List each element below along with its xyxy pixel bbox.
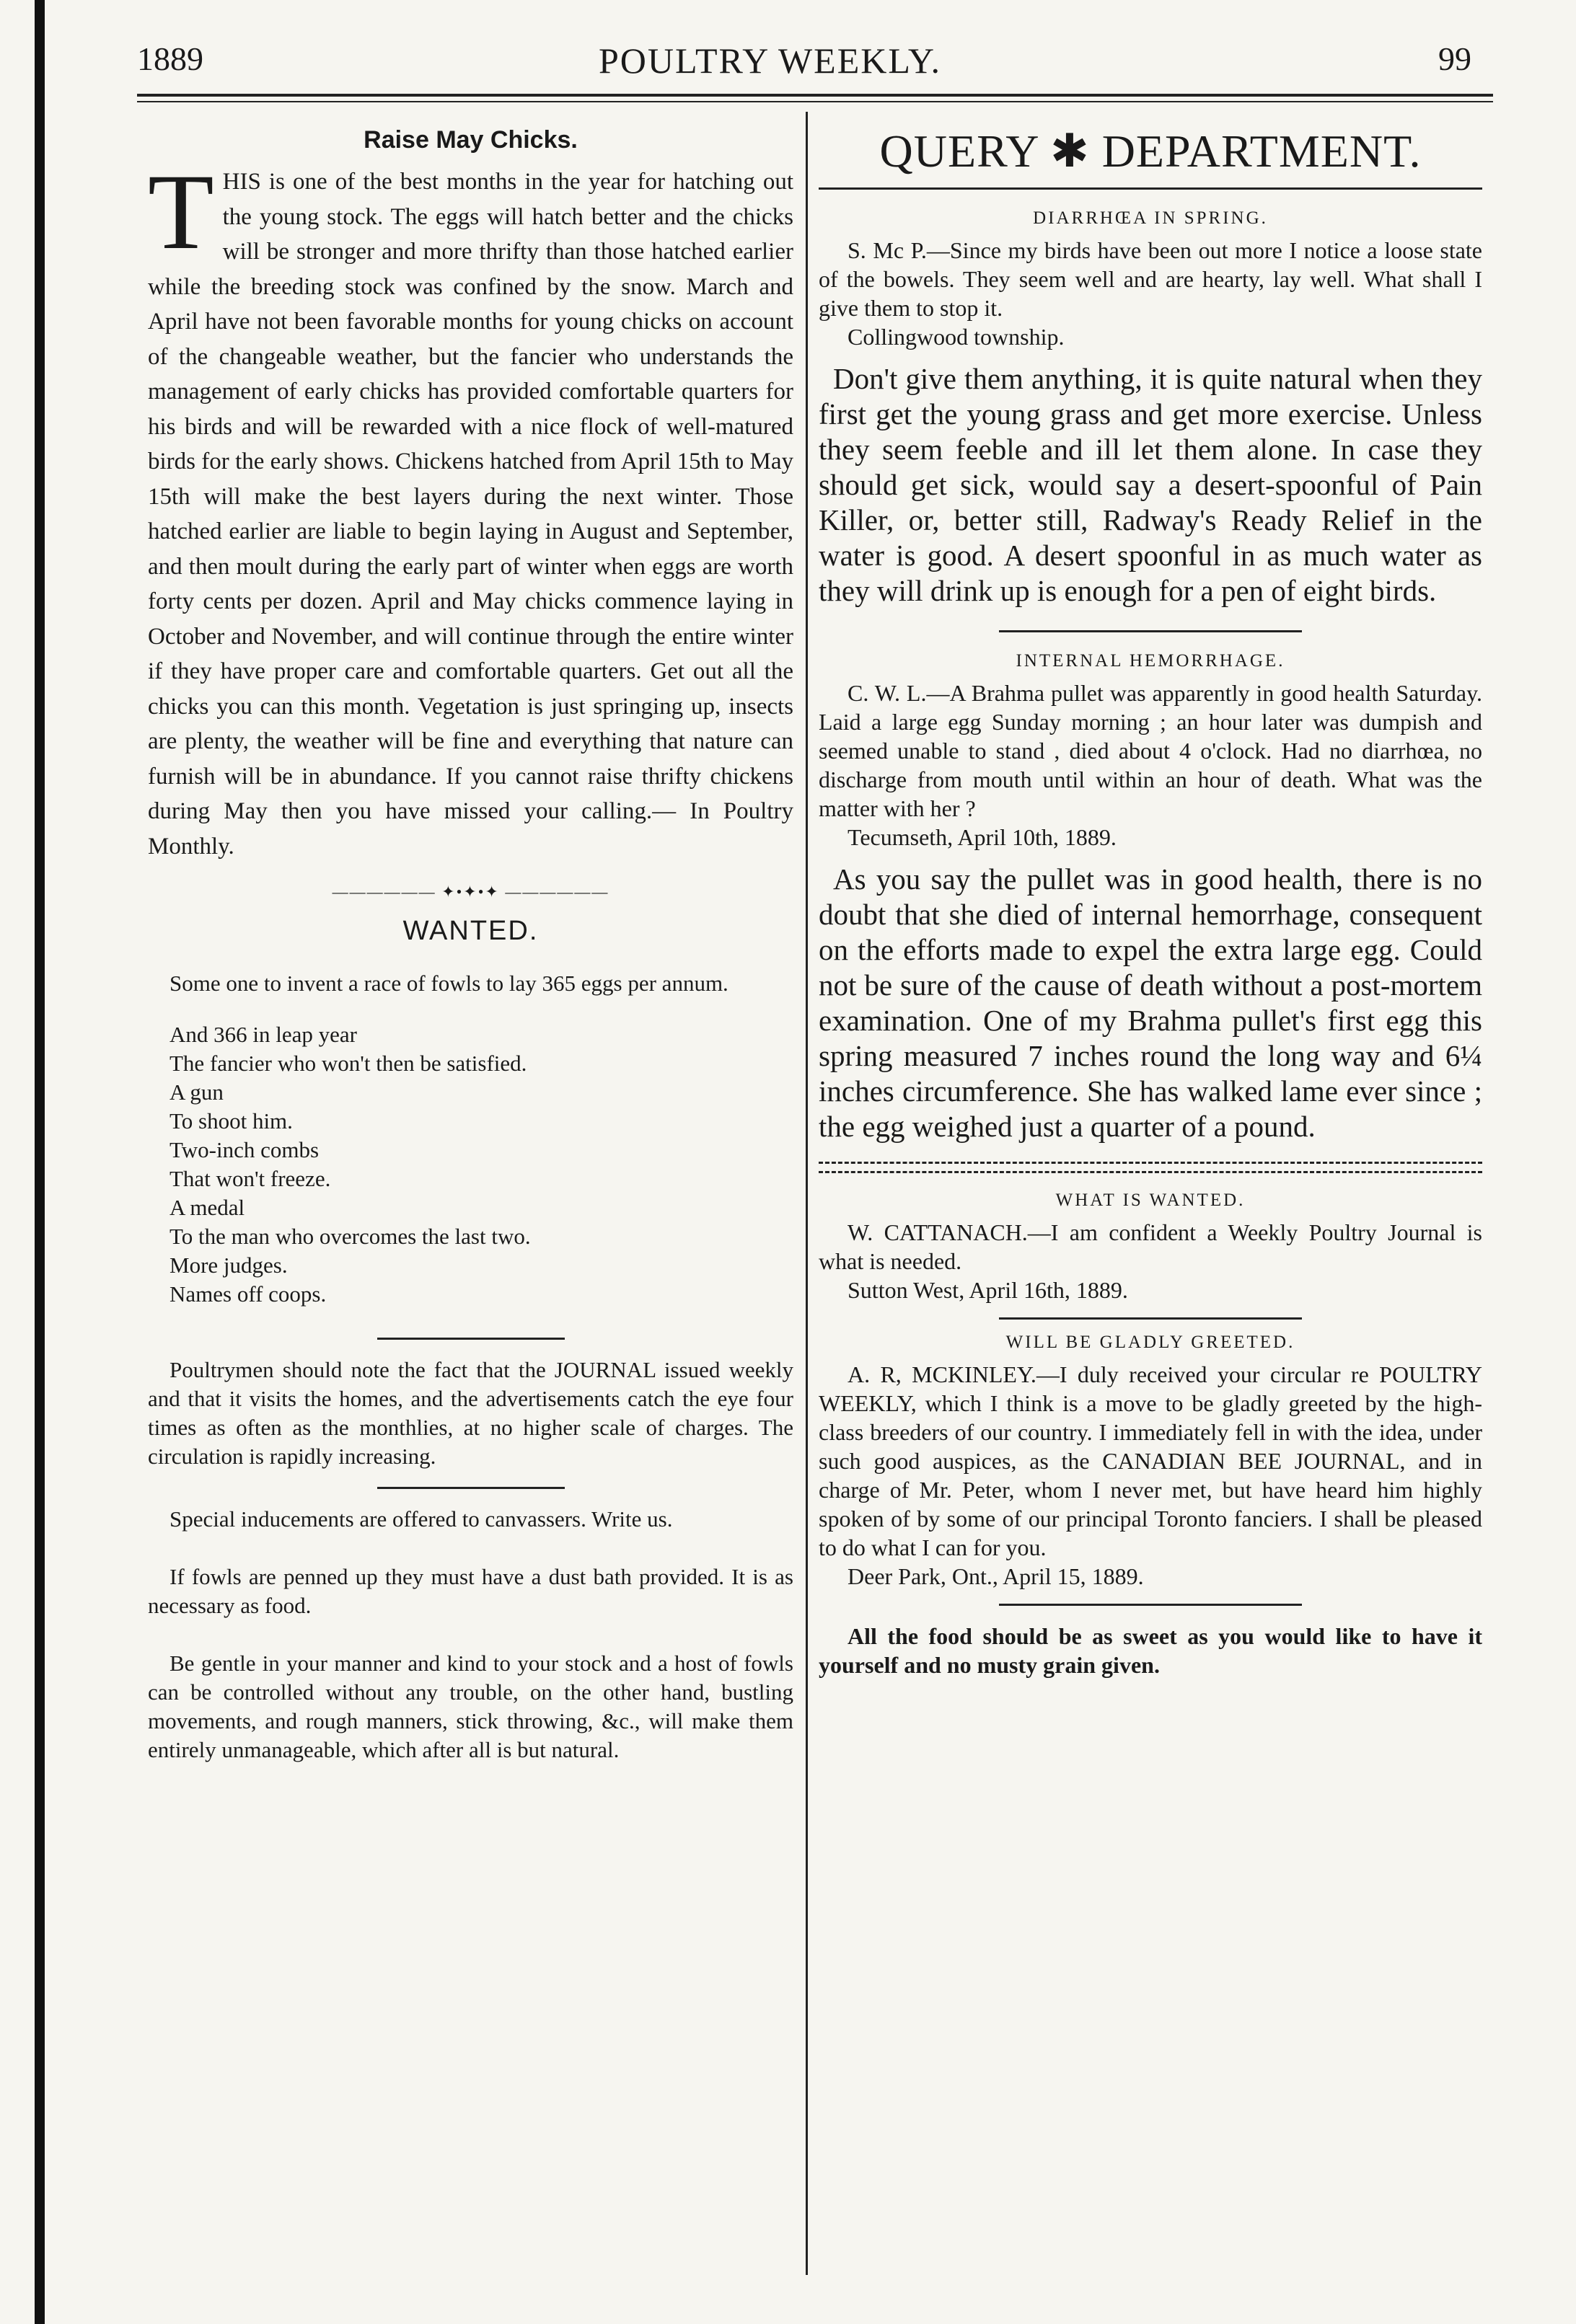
poultrymen-notice: Poultrymen should note the fact that the JOURNAL issued weekly and that it visits the homes, and the advertisements catch the eye four times as often as the monthlies, at no higher scale of charges. The circulation is rapidly increasing. xyxy=(148,1357,793,1469)
query-title: INTERNAL HEMORRHAGE. xyxy=(1016,651,1285,671)
left-column xyxy=(148,126,793,1764)
heading-rule xyxy=(819,187,1482,190)
column-divider xyxy=(806,112,808,2275)
query-title: WHAT IS WANTED. xyxy=(1055,1190,1246,1210)
query-location: Sutton West, April 16th, 1889. xyxy=(848,1277,1128,1303)
wanted-line: And 366 in leap year xyxy=(170,1022,357,1047)
wanted-line: Names off coops. xyxy=(170,1281,327,1307)
query-title: DIARRHŒA IN SPRING. xyxy=(1033,208,1268,228)
wanted-line: More judges. xyxy=(170,1252,288,1278)
query-what-is-wanted xyxy=(819,1190,1482,1304)
wanted-line: That won't freeze. xyxy=(170,1166,331,1191)
dust-bath-notice: If fowls are penned up they must have a dust bath provided. It is as necessary as food. xyxy=(148,1564,793,1618)
wanted-line: To shoot him. xyxy=(170,1108,293,1134)
dashed-rule xyxy=(819,1162,1482,1173)
query-department-heading: QUERY ✱ DEPARTMENT. xyxy=(879,125,1422,177)
query-text: W. CATTANACH.—I am confident a Weekly Poultry Journal is what is needed. xyxy=(819,1219,1482,1274)
header-year: 1889 xyxy=(137,40,203,77)
query-diarrhoea xyxy=(819,208,1482,609)
query-answer: Don't give them anything, it is quite natural when they first get the young grass and get more exercise. Unless they seem feeble and ill let them alone. In case they should get sick, would say a desert-spoonful of Pain Killer, or, better still, Radway's Ready Relief in the water is good. A desert spoonful in as much water as they will drink up is enough for a pen of eight birds. xyxy=(819,362,1482,607)
food-notice: All the food should be as sweet as you would like to have it yourself and no musty grain given. xyxy=(819,1623,1482,1678)
wanted-title: WANTED. xyxy=(402,916,539,946)
wanted-line: The fancier who won't then be satisfied. xyxy=(170,1051,527,1076)
section-rule xyxy=(377,1487,565,1489)
wanted-intro: Some one to invent a race of fowls to lay 365 eggs per annum. xyxy=(170,971,728,996)
article-body xyxy=(148,152,793,864)
query-location: Collingwood township. xyxy=(848,324,1065,350)
query-text: C. W. L.—A Brahma pullet was apparently in good health Saturday. Laid a large egg Sunday morning ; an hour later was dumpish and seemed unable to stand , died about 4 o'clock. Had no diarrhœa, no discharge from mouth until within an hour of death. What was the matter with her ? xyxy=(819,680,1482,821)
ornamental-rule: —————— ✦•✦•✦ —————— xyxy=(332,883,609,901)
header-rule xyxy=(137,94,1493,97)
query-hemorrhage xyxy=(819,651,1482,1144)
page-header xyxy=(137,40,1471,97)
query-text: A. R, MCKINLEY.—I duly received your circular re POULTRY WEEKLY, which I think is a move to be gladly greeted by the high-class breeders of our country. I immediately fell in with the idea, under such good auspices, as the CANADIAN BEE JOURNAL, and in charge of Mr. Peter, whom I never met, but have heard him highly spoken of by some of our principal Toronto fanciers. I shall be pleased to do what I can for you. xyxy=(819,1361,1482,1560)
query-answer: As you say the pullet was in good health, there is no doubt that she died of internal hemorrhage, consequent on the efforts made to expel the extra large egg. Could not be sure of the cause of death without a post-mortem examination. One of my Brahma pullet's first egg this spring measured 7 inches round the long way and 6¼ inches circumference. She has walked lame ever since ; the egg weighed just a quarter of a pound. xyxy=(819,862,1482,1143)
header-title: POULTRY WEEKLY. xyxy=(599,40,942,81)
wanted-line: A gun xyxy=(170,1079,224,1105)
gentle-notice: Be gentle in your manner and kind to your stock and a host of fowls can be controlled without any trouble, on the other hand, bustling movements, and rough manners, stick throwing, &c., will make them entirely unmanageable, which after all is but natural. xyxy=(148,1651,793,1762)
page-binding-edge xyxy=(35,0,45,2324)
query-location: Tecumseth, April 10th, 1889. xyxy=(848,824,1117,850)
query-gladly-greeted xyxy=(819,1333,1482,1591)
query-location: Deer Park, Ont., April 15, 1889. xyxy=(848,1563,1144,1589)
inducements-notice: Special inducements are offered to canvassers. Write us. xyxy=(170,1506,673,1532)
article-wanted xyxy=(148,916,793,1309)
article-raise-may-chicks xyxy=(148,126,793,864)
query-title: WILL BE GLADLY GREETED. xyxy=(1005,1333,1295,1352)
header-rule-thin xyxy=(137,101,1493,102)
article-text: HIS is one of the best months in the year for hatching out the young stock. The eggs will hatch better and the chicks will be stronger and more thrifty than those hatched earlier while the breeding stock was confined by the snow. March and April have not been favorable months for young chicks on account of the changeable weather, but the fancier who understands the management of early chicks has provided comfortable quarters for his birds and will be rewarded with a nice flock of well-matured birds for the early shows. Chickens hatched from April 15th to May 15th will make the best layers during the next winter. Those hatched earlier are liable to begin laying in August and September, and then moult during the early part of winter when eggs are worth forty cents per dozen. April and May chicks commence laying in October and November, and will continue through the entire winter if they have proper care and comfortable quarters. Get out all the chicks you can this month. Vegetation is just springing up, insects are plenty, the weather will be fine and everything that nature can furnish will be in abundance. If you cannot raise thrifty chickens during May then you have missed your calling.— In Poultry Monthly. xyxy=(148,169,793,860)
drop-cap: T xyxy=(148,152,214,272)
section-rule xyxy=(377,1338,565,1340)
wanted-line: To the man who overcomes the last two. xyxy=(170,1224,531,1249)
article-title: Raise May Chicks. xyxy=(364,126,578,154)
wanted-line: Two-inch combs xyxy=(170,1137,320,1162)
section-rule xyxy=(999,1317,1302,1320)
page-number: 99 xyxy=(1438,40,1471,77)
section-rule xyxy=(999,1604,1302,1606)
wanted-line: A medal xyxy=(170,1195,245,1220)
query-text: S. Mc P.—Since my birds have been out more I notice a loose state of the bowels. They seem well and are hearty, lay well. What shall I give them to stop it. xyxy=(819,237,1482,321)
right-column xyxy=(819,123,1482,1679)
section-rule xyxy=(999,630,1302,632)
